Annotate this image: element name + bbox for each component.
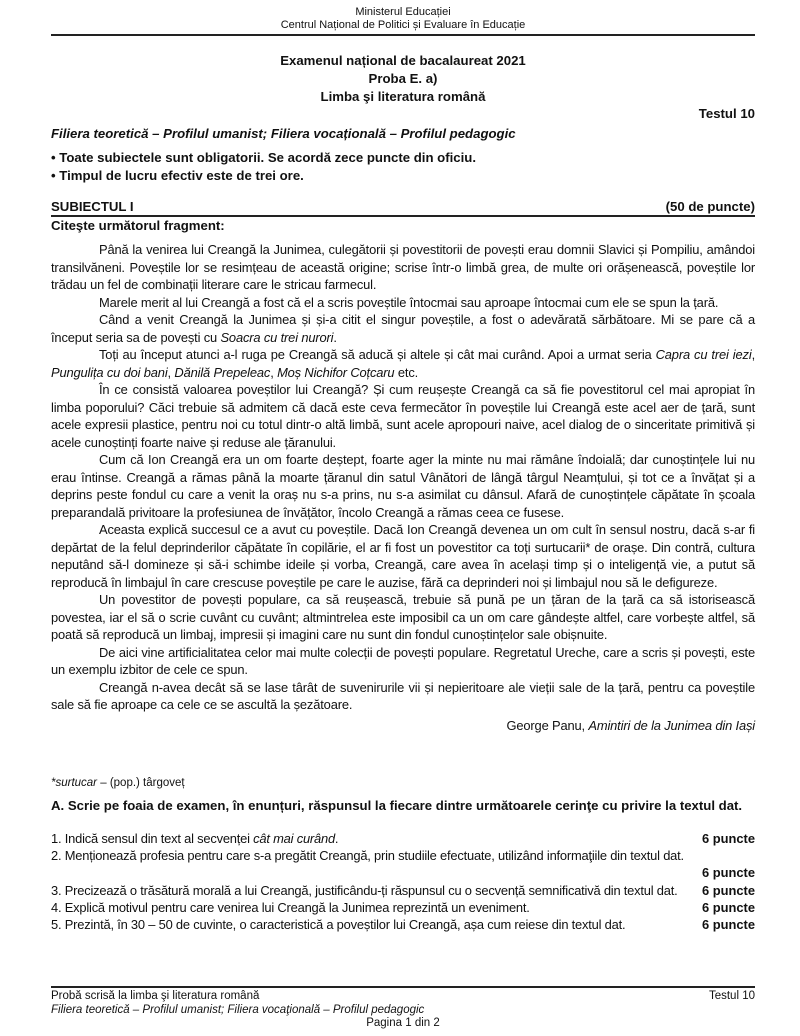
paragraph: Marele merit al lui Creangă a fost că el a scris poveștile întocmai sau aproape întocmai cum ele se spun la țară. xyxy=(99,294,719,310)
page-header xyxy=(51,6,755,32)
paragraph: În ce consistă valoarea poveștilor lui Creangă? Și cum reușește Creangă ca să fie povestitorul cel mai apropiat în limba poporului? Căci trebuie să admitem că dacă este ceva fermecător în poveștile lui Creangă este acel aer de țară, sunt acele expresii plastice, pentru noi cu totul dintr-o altă limbă, sunt acele apropouri naive, acel dialog de o sinceritate primitivă și acele cunoștinți foarte naive și reduse ale țăranului. xyxy=(51,382,755,450)
page-number: Pagina 1 din 2 xyxy=(366,1017,440,1029)
subject-divider xyxy=(51,215,755,217)
ministry-name: Ministerul Educației xyxy=(355,6,451,18)
footer-divider xyxy=(51,986,755,988)
paragraph: Toți au început atunci a-l ruga pe Creangă să aducă și altele și cât mai curând. Apoi a urmat seria Capra cu trei iezi, Pungulița cu doi bani, Dănilă Prepeleac, Moș Nichifor Coțcaru etc. xyxy=(51,347,755,380)
filiera-line: Filiera teoretică – Profilul umanist; Filiera vocațională – Profilul pedagogic xyxy=(51,126,516,141)
instructions-list xyxy=(51,149,476,185)
requirement-item: 2. Menționează profesia pentru care s-a pregătit Creangă, prin studiile efectuate, utilizând informaţiile din textul dat. 6 puncte xyxy=(51,848,755,881)
read-instruction: Citeşte următorul fragment: xyxy=(51,218,225,233)
requirement-points: 6 puncte xyxy=(701,882,755,898)
exam-proba: Proba E. a) xyxy=(368,71,438,86)
footer-exam-name: Probă scrisă la limba şi literatura română xyxy=(51,990,260,1002)
paragraph: De aici vine artificialitatea celor mai multe colecții de povești populare. Regretatul Ureche, care a scris și povești, este un exemplu izbitor de cele ce spun. xyxy=(51,644,755,677)
exam-title-block xyxy=(51,52,755,106)
requirement-item: 3. Precizează o trăsătură morală a lui Creangă, justificându-ți răspunsul cu o secvență semnificativă din textul dat. 6 puncte xyxy=(51,882,755,898)
paragraph: Cum că Ion Creangă era un om foarte deștept, foarte ager la minte nu mai rămâne îndoială; dar cunoștințele lui nu erau întinse. Creangă a rămas până la moarte țăranul din satul Vânători de lângă târgul Neamțului, și tot ce a învățat și a deprins peste fondul cu care a venit la oraș nu s-a prins, nu s-a asimilat cu dânsul. Afară de cunoștințele căpătate în școala preparandală privitoare la profesiunea de învățător, încolo Creangă a rămas ceea ce fusese. xyxy=(51,452,755,520)
header-divider xyxy=(51,34,755,36)
footer-test-number: Testul 10 xyxy=(708,990,755,1002)
exam-subject: Limba şi literatura română xyxy=(320,89,486,104)
requirement-item: 4. Explică motivul pentru care venirea lui Creangă la Junimea reprezintă un eveniment. 6 puncte xyxy=(51,899,755,915)
requirements-list xyxy=(51,830,755,933)
requirement-points: 6 puncte xyxy=(701,831,755,846)
requirement-points: 6 puncte xyxy=(701,899,755,915)
footer-filiera: Filiera teoretică – Profilul umanist; Filiera vocaţională – Profilul pedagogic xyxy=(51,1003,425,1016)
page-footer xyxy=(51,990,755,1031)
instruction-item: • Timpul de lucru efectiv este de trei ore. xyxy=(51,167,476,185)
paragraph: Până la venirea lui Creangă la Junimea, culegătorii și povestitorii de povești erau domnii Slavici și Pompiliu, amândoi transilvăneni. Poveștile lor se resimțeau de această origine; scrise într-o limbă grea, de multe ori orășenească, poveștile lor trădau un fel de combinații literare care le stricau farmecul. xyxy=(51,242,755,292)
requirement-points: 6 puncte xyxy=(701,865,755,881)
paragraph: Creangă n-avea decât să se lase târât de suvenirurile vii și nepieritoare ale vieții sale de la țară, pentru ca poveștile sale să fie aproape ca cele ce se ascultă la șezătoare. xyxy=(51,679,755,712)
instruction-item: • Toate subiectele sunt obligatorii. Se acordă zece puncte din oficiu. xyxy=(51,149,476,167)
fragment-text xyxy=(51,241,755,734)
paragraph: Aceasta explică succesul ce a avut cu poveștile. Dacă Ion Creangă devenea un om cult în sensul nostru, dacă s-ar fi depărtat de la felul deprinderilor căpătate în copilărie, el ar fi fost un povestitor ca toți surtucarii* de orașe. Din contră, cultura neputând să-l domineze și să-i schimbe ideile și vorba, Creangă, care avea în același timp și o inteligență vie, a putut să reproducă în limbajul în care crescuse poveștile pe care le auzise, fără ca deprinderi noi și limbajul nou să le defigureze. xyxy=(51,522,755,590)
requirement-points: 6 puncte xyxy=(701,917,755,933)
subject-label: SUBIECTUL I xyxy=(51,199,134,214)
footnote: *surtucar – (pop.) târgoveț xyxy=(51,777,185,789)
center-name: Centrul Național de Politici și Evaluare în Educație xyxy=(280,19,526,31)
source-citation: George Panu, Amintiri de la Junimea din Iași xyxy=(506,717,755,733)
requirement-item: 5. Prezintă, în 30 – 50 de cuvinte, o caracteristică a poveștilor lui Creangă, așa cum reiese din textul dat. 6 puncte xyxy=(51,917,755,933)
paragraph: Când a venit Creangă la Junimea și și-a citit el singur poveștile, a fost o adevărată sărbătoare. Mi se pare că a început seria sa de povești cu Soacra cu trei nurori. xyxy=(51,312,755,345)
subject-heading xyxy=(51,199,755,214)
part-a-instruction: A. Scrie pe foaia de examen, în enunțuri, răspunsul la fiecare dintre următoarele cerinţe cu privire la textul dat. xyxy=(51,798,743,813)
subject-points: (50 de puncte) xyxy=(665,199,755,214)
requirement-item: 1. Indică sensul din text al secvenței cât mai curând. 6 puncte xyxy=(51,831,755,846)
test-number: Testul 10 xyxy=(698,106,755,121)
paragraph: Un povestitor de povești populare, ca să reușească, trebuie să pună pe un țăran de la țară ca să istorisească povestea, iar el să o scrie cuvânt cu cuvânt; altmintrelea este imposibil ca un om care gândește altfel, care vorbește altfel, să poată să reproducă un limbaj, impresii și imagini care nu sunt din fondul cunoștințelor sale obișnuite. xyxy=(51,592,755,642)
exam-title: Examenul național de bacalaureat 2021 xyxy=(280,53,526,68)
